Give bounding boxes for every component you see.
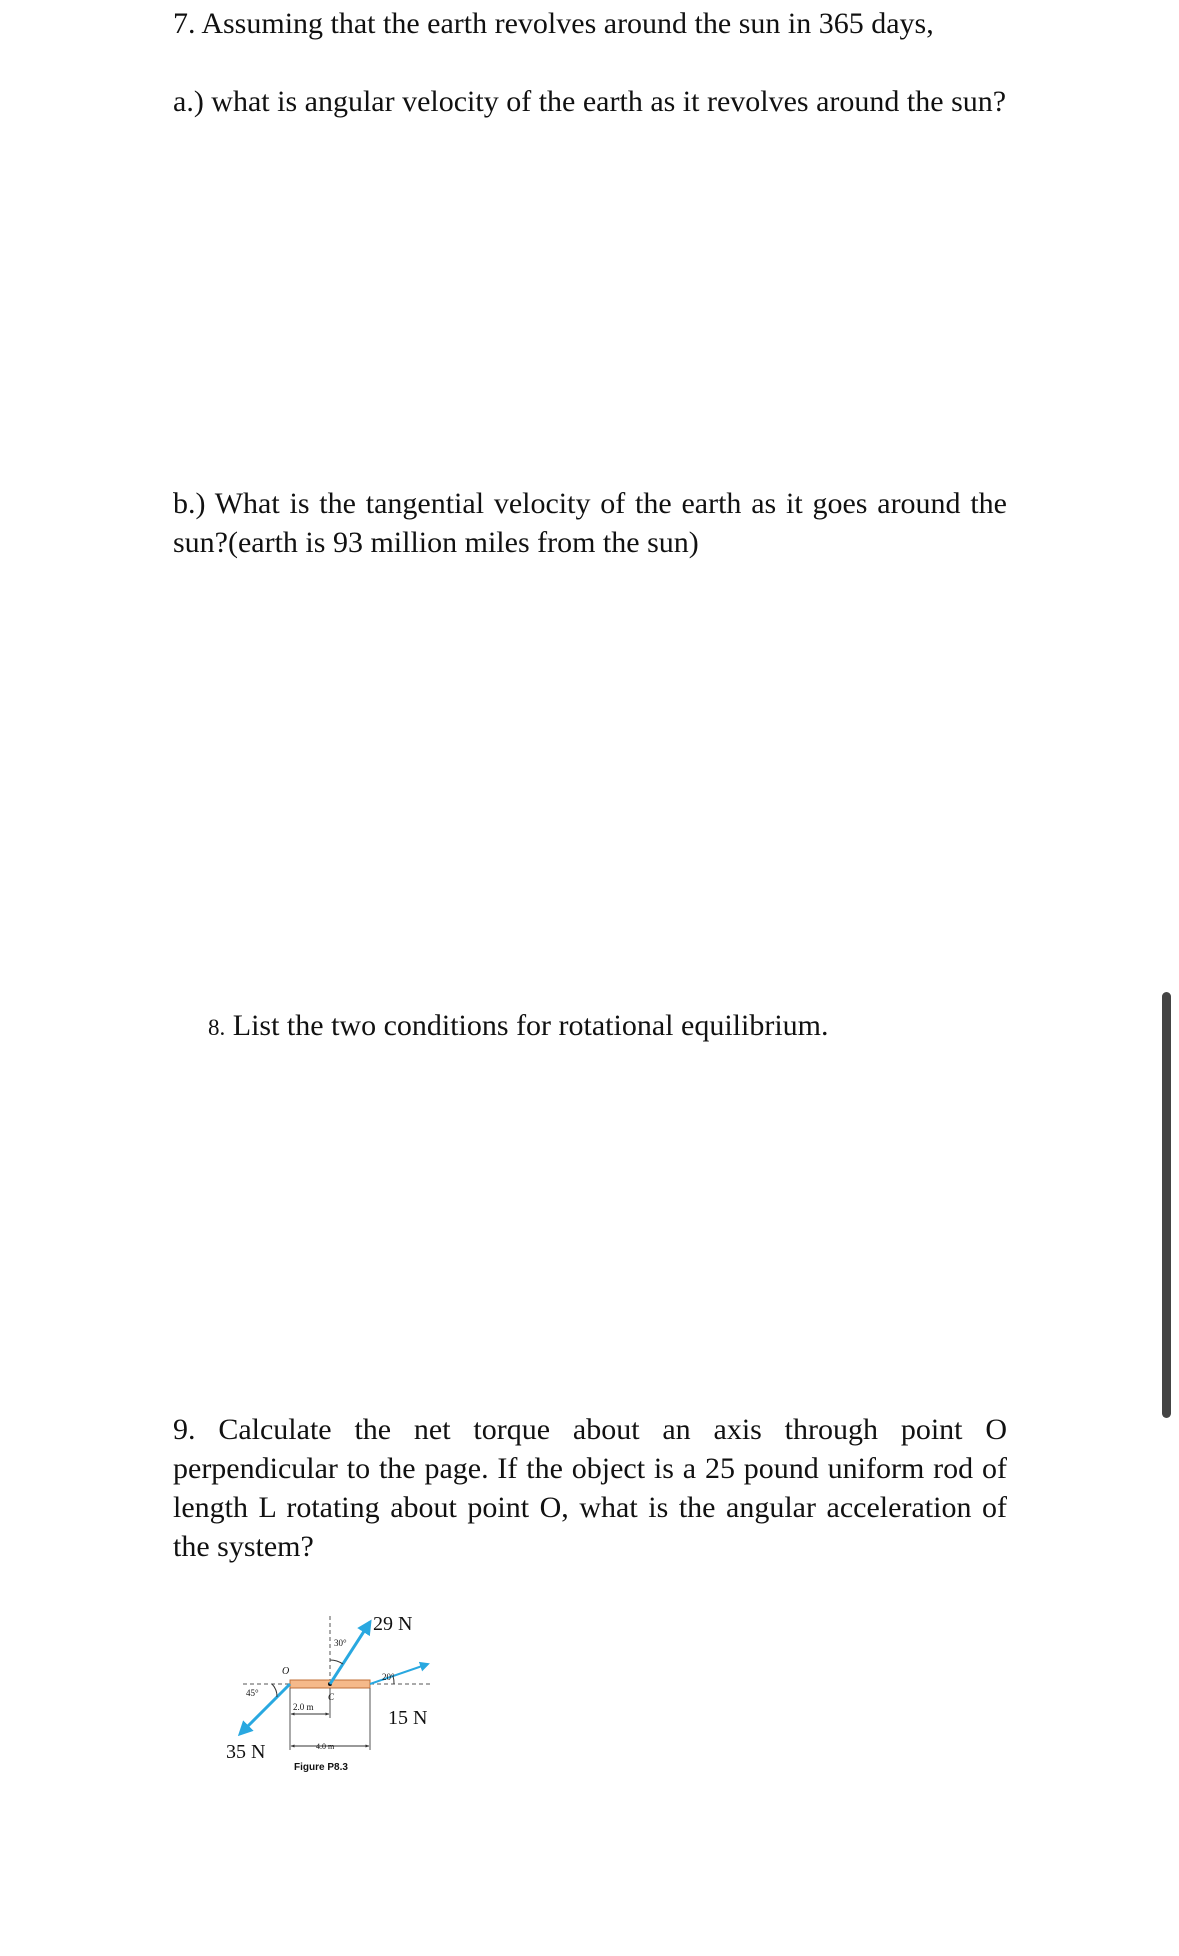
label-29n: 29 N (373, 1613, 413, 1635)
question-7-intro: 7. Assuming that the earth revolves around the sun in 365 days, (173, 7, 934, 40)
label-angle-20: 20° (382, 1672, 395, 1682)
label-dim-short: 2.0 m (293, 1702, 314, 1712)
question-7b: b.) What is the tangential velocity of the earth as it goes around the sun?(earth is 93 million miles from the sun) (173, 487, 1007, 559)
question-8 (208, 1006, 829, 1047)
figure-caption: Figure P8.3 (294, 1762, 348, 1773)
question-7a: a.) what is angular velocity of the earth as it revolves around the sun? (173, 85, 1007, 118)
angle-arc-45 (272, 1684, 277, 1697)
question-8-number: 8. (208, 1015, 226, 1040)
label-angle-30: 30° (334, 1638, 347, 1648)
label-15n: 15 N (388, 1707, 428, 1729)
label-35n: 35 N (226, 1741, 266, 1763)
label-dim-long: 4.0 m (316, 1742, 335, 1751)
question-9: 9. Calculate the net torque about an axis through point O perpendicular to the page. If the object is a 25 pound uniform rod of length L rotating about point O, what is the angular acceleration of the system? (173, 1413, 1007, 1563)
angle-arc-30 (330, 1660, 343, 1664)
question-8-text: List the two conditions for rotational equilibrium. (232, 1009, 829, 1042)
label-point-o: O (282, 1666, 290, 1677)
force-arrow-29n (330, 1622, 370, 1684)
force-arrow-15n (370, 1664, 428, 1684)
label-point-c: C (328, 1692, 335, 1702)
torque-diagram (210, 1600, 450, 1780)
label-angle-45: 45° (246, 1688, 259, 1698)
scrollbar[interactable] (1162, 992, 1171, 1418)
